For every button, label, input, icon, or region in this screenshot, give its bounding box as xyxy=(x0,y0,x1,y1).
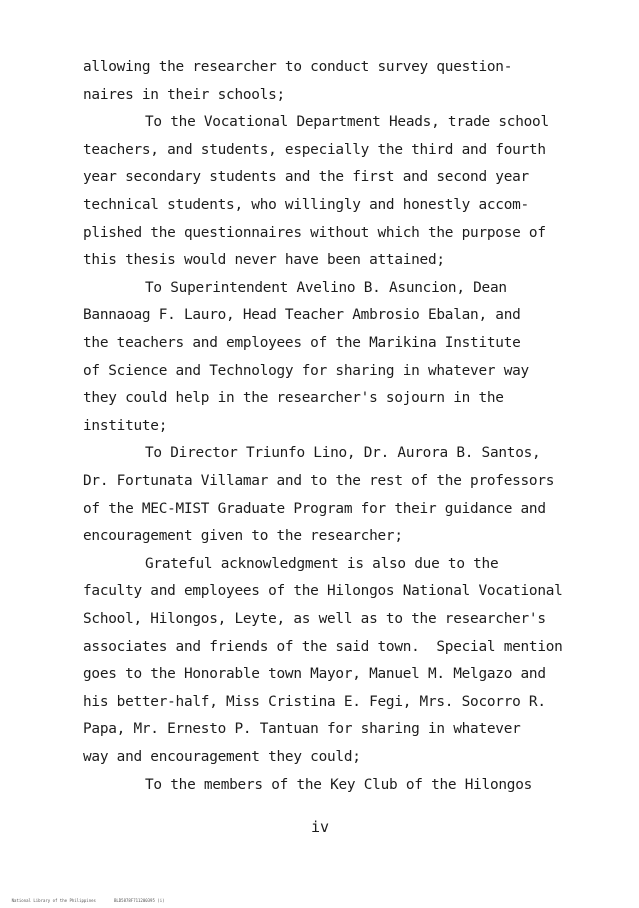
text-line: the teachers and employees of the Marikina Institute xyxy=(83,335,521,351)
page-number: iv xyxy=(311,818,330,836)
text-line: To Superintendent Avelino B. Asuncion, Dean xyxy=(145,280,507,296)
text-line: encouragement given to the researcher; xyxy=(83,528,403,544)
text-line: year secondary students and the first and second year xyxy=(83,169,529,185)
text-line: of the MEC-MIST Graduate Program for their guidance and xyxy=(83,501,546,517)
text-line: allowing the researcher to conduct survey question- xyxy=(83,59,513,75)
text-line: institute; xyxy=(83,418,168,434)
text-line: this thesis would never have been attained; xyxy=(83,252,445,268)
text-line: technical students, who willingly and honestly accom- xyxy=(83,197,529,213)
text-line: of Science and Technology for sharing in whatever way xyxy=(83,363,529,379)
text-line: teachers, and students, especially the third and fourth xyxy=(83,142,546,158)
text-line: Bannaoag F. Lauro, Head Teacher Ambrosio Ebalan, and xyxy=(83,307,521,323)
text-line: Dr. Fortunata Villamar and to the rest of the professors xyxy=(83,473,555,489)
text-line: naires in their schools; xyxy=(83,87,285,103)
text-line: To the Vocational Department Heads, trade school xyxy=(145,114,549,130)
text-line: plished the questionnaires without which the purpose of xyxy=(83,225,546,241)
text-line: associates and friends of the said town. Special mention xyxy=(83,639,563,655)
text-line: way and encouragement they could; xyxy=(83,749,361,765)
text-line: Papa, Mr. Ernesto P. Tantuan for sharing in whatever xyxy=(83,721,521,737)
text-line: goes to the Honorable town Mayor, Manuel M. Melgazo and xyxy=(83,666,546,682)
text-line: School, Hilongos, Leyte, as well as to the researcher's xyxy=(83,611,546,627)
text-line: To the members of the Key Club of the Hilongos xyxy=(145,777,533,793)
text-line: they could help in the researcher's sojourn in the xyxy=(83,390,504,406)
scan-footer xyxy=(2,893,183,908)
text-line: To Director Triunfo Lino, Dr. Aurora B. Santos, xyxy=(145,445,541,461)
text-line: faculty and employees of the Hilongos National Vocational xyxy=(83,583,563,599)
footer-code: BLD5878F711200395 (i) xyxy=(113,898,165,903)
text-line: Grateful acknowledgment is also due to the xyxy=(145,556,499,572)
text-line: his better-half, Miss Cristina E. Fegi, Mrs. Socorro R. xyxy=(83,694,546,710)
footer-library: National Library of the Philippines xyxy=(11,898,96,903)
